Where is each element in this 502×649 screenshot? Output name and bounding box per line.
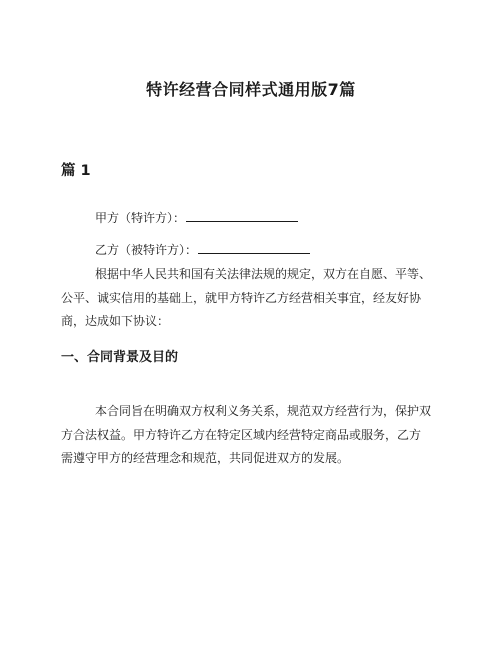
party-a-label: 甲方（特许方）：: [95, 211, 186, 225]
party-b-label: 乙方（被特许方）：: [95, 243, 198, 257]
intro-paragraph: 根据中华人民共和国有关法律法规的规定，双方在自愿、平等、公平、诚实信用的基础上，就甲方特许乙方经营相关事宜，经友好协商，达成如下协议：: [61, 267, 432, 328]
party-b-blank-field[interactable]: [198, 241, 310, 254]
document-title: 特许经营合同样式通用版7篇: [146, 80, 356, 99]
party-b-line: [95, 241, 310, 259]
background-paragraph: 本合同旨在明确双方权利义务关系，规范双方经营行为，保护双方合法权益。甲方特许乙方在特定区域内经营特定商品或服务，乙方需遵守甲方的经营理念和规范，共同促进双方的发展。: [61, 404, 432, 465]
party-a-blank-field[interactable]: [186, 209, 298, 222]
party-a-line: [95, 209, 298, 227]
contract-background-heading: 一、合同背景及目的: [61, 350, 179, 365]
section-heading: 篇 1: [61, 163, 91, 179]
